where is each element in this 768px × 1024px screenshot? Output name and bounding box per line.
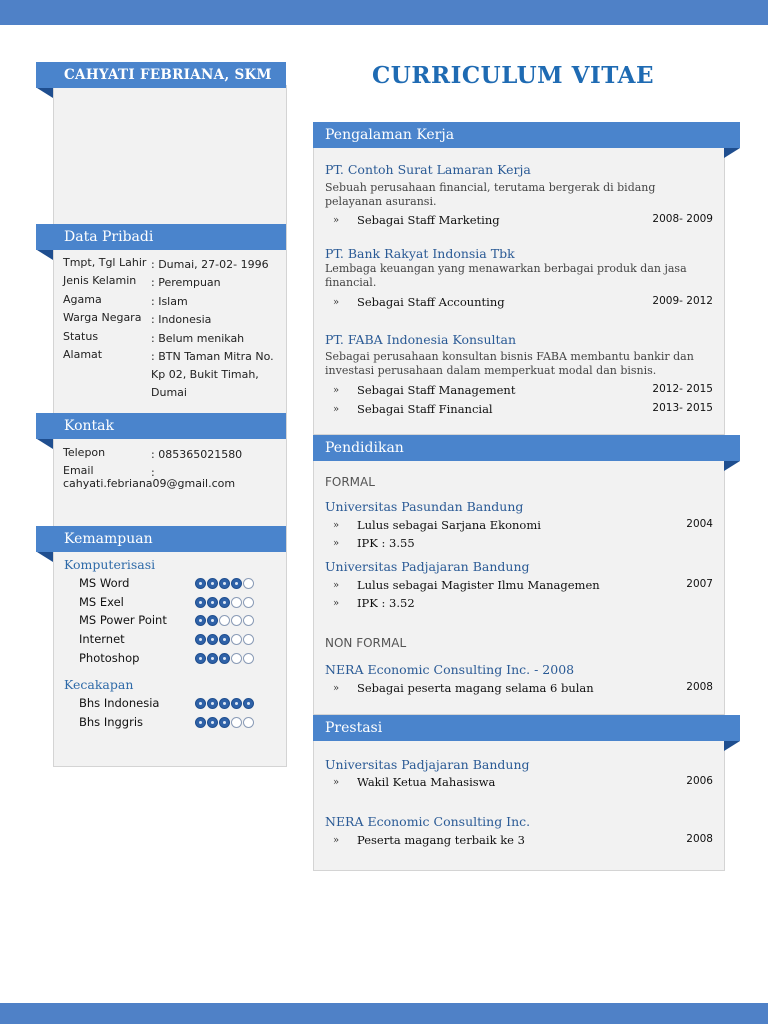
bullet-arrow-icon: »	[333, 404, 340, 415]
personal-value: : Perempuan	[151, 276, 221, 289]
achievement-org: NERA Economic Consulting Inc.	[325, 814, 531, 829]
ribbon-fold	[37, 552, 53, 562]
skill-rating	[195, 698, 254, 709]
personal-value: : BTN Taman Mitra No. Kp 02, Bukit Timah, Dumai	[151, 350, 274, 399]
rating-star-filled-icon	[195, 653, 206, 664]
item-text: IPK : 3.52	[357, 596, 415, 610]
bullet-arrow-icon: »	[333, 598, 340, 609]
computer-skills-heading: Komputerisasi	[64, 557, 156, 572]
top-band	[0, 0, 768, 25]
rating-star-empty-icon	[231, 717, 242, 728]
personal-label: Jenis Kelamin	[63, 274, 137, 287]
full-name: CAHYATI FEBRIANA, SKM	[64, 67, 272, 83]
rating-star-empty-icon	[243, 615, 254, 626]
bullet-arrow-icon: »	[333, 520, 340, 531]
company-name: PT. Bank Rakyat Indonsia Tbk	[325, 246, 515, 261]
name-header	[36, 62, 286, 88]
rating-star-filled-icon	[195, 698, 206, 709]
page-title: CURRICULUM VITAE	[372, 62, 654, 89]
personal-value: : Indonesia	[151, 313, 212, 326]
ribbon-fold	[37, 88, 53, 98]
personal-value: : Belum menikah	[151, 332, 245, 345]
ribbon-fold	[37, 439, 53, 449]
item-year: 2006	[686, 775, 713, 787]
bullet-arrow-icon: »	[333, 683, 340, 694]
item-year: 2008- 2009	[652, 213, 713, 225]
rating-star-filled-icon	[219, 578, 230, 589]
item-text: Wakil Ketua Mahasiswa	[357, 775, 496, 789]
skill-rating	[195, 634, 254, 645]
nonformal-label: NON FORMAL	[325, 636, 407, 650]
item-text: Lulus sebagai Magister Ilmu Managemen	[357, 578, 600, 592]
email-value[interactable]: cahyati.febriana09@gmail.com	[63, 477, 236, 490]
achievement-org: Universitas Padjajaran Bandung	[325, 757, 530, 772]
personal-label: Agama	[63, 293, 102, 306]
bullet-arrow-icon: »	[333, 215, 340, 226]
education-header: Pendidikan	[313, 435, 740, 461]
rating-star-empty-icon	[231, 653, 242, 664]
rating-star-filled-icon	[207, 578, 218, 589]
skills-header: Kemampuan	[36, 526, 286, 552]
rating-star-filled-icon	[195, 597, 206, 608]
skill-name: Bhs Inggris	[79, 714, 144, 729]
item-text: Peserta magang terbaik ke 3	[357, 833, 525, 847]
contact-header: Kontak	[36, 413, 286, 439]
skill-name: MS Power Point	[79, 613, 167, 628]
personal-value: : Islam	[151, 295, 188, 308]
rating-star-filled-icon	[195, 615, 206, 626]
rating-star-filled-icon	[219, 597, 230, 608]
rating-star-empty-icon	[231, 597, 242, 608]
personal-value: : Dumai, 27-02- 1996	[151, 258, 269, 271]
item-text: IPK : 3.55	[357, 536, 415, 550]
rating-star-empty-icon	[243, 717, 254, 728]
rating-star-filled-icon	[195, 578, 206, 589]
rating-star-empty-icon	[231, 634, 242, 645]
company-description: Sebagai perusahaan konsultan bisnis FABA membantu bankir dan investasi perusahaan dalam memperkuat modal dan bisnis.	[325, 350, 694, 377]
rating-star-empty-icon	[243, 653, 254, 664]
ribbon-fold	[724, 148, 740, 158]
rating-star-filled-icon	[207, 615, 218, 626]
rating-star-filled-icon	[207, 634, 218, 645]
rating-star-filled-icon	[207, 597, 218, 608]
language-skills-heading: Kecakapan	[64, 677, 134, 692]
bullet-arrow-icon: »	[333, 777, 340, 788]
skill-name: Internet	[79, 632, 125, 647]
bullet-arrow-icon: »	[333, 538, 340, 549]
skill-name: Photoshop	[79, 650, 140, 665]
item-text: Sebagai Staff Accounting	[357, 295, 505, 309]
company-description: Sebuah perusahaan financial, terutama bergerak di bidang pelayanan asuransi.	[325, 181, 656, 208]
item-year: 2012- 2015	[652, 383, 713, 395]
school-name: Universitas Pasundan Bandung	[325, 499, 524, 514]
rating-star-empty-icon	[219, 615, 230, 626]
rating-star-filled-icon	[207, 717, 218, 728]
item-text: Lulus sebagai Sarjana Ekonomi	[357, 518, 541, 532]
ribbon-fold	[37, 250, 53, 260]
bullet-arrow-icon: »	[333, 580, 340, 591]
skill-rating	[195, 717, 254, 728]
company-name: PT. Contoh Surat Lamaran Kerja	[325, 162, 531, 177]
skill-rating	[195, 578, 254, 589]
skill-name: Bhs Indonesia	[79, 696, 160, 710]
course-name: NERA Economic Consulting Inc. - 2008	[325, 662, 575, 677]
rating-star-empty-icon	[231, 615, 242, 626]
rating-star-empty-icon	[243, 634, 254, 645]
rating-star-filled-icon	[219, 653, 230, 664]
bullet-arrow-icon: »	[333, 297, 340, 308]
personal-label: Status	[63, 330, 99, 343]
rating-star-filled-icon	[195, 634, 206, 645]
skill-name: MS Exel	[79, 594, 124, 609]
company-name: PT. FABA Indonesia Konsultan	[325, 332, 517, 347]
rating-star-filled-icon	[195, 717, 206, 728]
item-text: Sebagai Staff Marketing	[357, 213, 500, 227]
ribbon-fold	[724, 461, 740, 471]
personal-header: Data Pribadi	[36, 224, 286, 250]
rating-star-filled-icon	[207, 698, 218, 709]
item-year: 2009- 2012	[652, 295, 713, 307]
formal-label: FORMAL	[325, 475, 375, 489]
phone-value: : 085365021580	[151, 448, 243, 461]
item-year: 2008	[686, 833, 713, 845]
item-text: Sebagai peserta magang selama 6 bulan	[357, 681, 594, 695]
rating-star-filled-icon	[231, 578, 242, 589]
skill-rating	[195, 597, 254, 608]
rating-star-filled-icon	[219, 698, 230, 709]
bullet-arrow-icon: »	[333, 385, 340, 396]
rating-star-filled-icon	[207, 653, 218, 664]
bottom-band	[0, 1003, 768, 1024]
ribbon-fold	[724, 741, 740, 751]
personal-label: Warga Negara	[63, 311, 142, 324]
item-text: Sebagai Staff Management	[357, 383, 516, 397]
bullet-arrow-icon: »	[333, 835, 340, 846]
personal-label: Alamat	[63, 348, 103, 361]
rating-star-empty-icon	[243, 597, 254, 608]
rating-star-filled-icon	[219, 717, 230, 728]
item-year: 2008	[686, 681, 713, 693]
rating-star-filled-icon	[219, 634, 230, 645]
company-description: Lembaga keuangan yang menawarkan berbagai produk dan jasa financial.	[325, 262, 687, 289]
personal-label: Tmpt, Tgl Lahir	[63, 256, 147, 269]
item-year: 2004	[686, 518, 713, 530]
item-year: 2013- 2015	[652, 402, 713, 414]
rating-star-empty-icon	[243, 578, 254, 589]
skill-name: MS Word	[79, 576, 130, 590]
item-year: 2007	[686, 578, 713, 590]
skill-rating	[195, 615, 254, 626]
skill-rating	[195, 653, 254, 664]
school-name: Universitas Padjajaran Bandung	[325, 559, 530, 574]
experience-header: Pengalaman Kerja	[313, 122, 740, 148]
rating-star-filled-icon	[231, 698, 242, 709]
rating-star-filled-icon	[243, 698, 254, 709]
achievements-header: Prestasi	[313, 715, 740, 741]
item-text: Sebagai Staff Financial	[357, 402, 493, 416]
